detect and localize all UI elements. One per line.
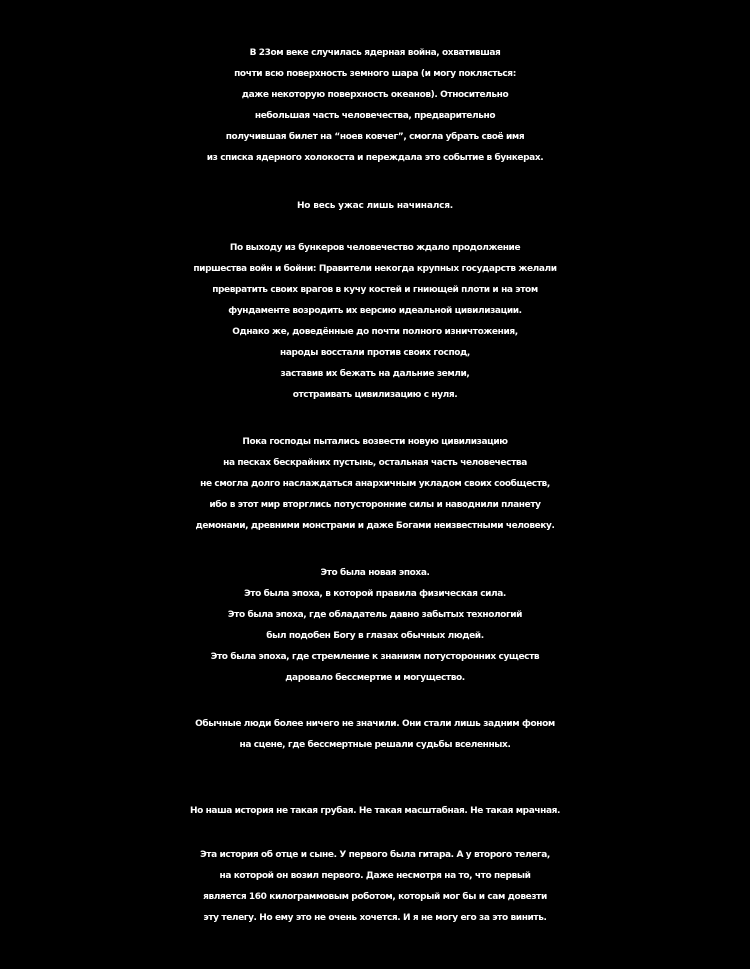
text-line: Но наша история не такая грубая. Не такая масштабная. Не такая мрачная.	[189, 806, 561, 816]
text-line: почти всю поверхность земного шара (и могу поклясться:	[234, 69, 516, 79]
text-line: был подобен Богу в глазах обычных людей.	[266, 631, 484, 641]
text-line: небольшая часть человечества, предварительно	[254, 111, 496, 121]
text-line: является 160 килограммовым роботом, который мог бы и сам довезти	[203, 892, 547, 902]
text-line: В 23ом веке случилась ядерная война, охватившая	[249, 48, 501, 58]
paragraph-nuclear-war	[0, 43, 750, 169]
paragraph-ordinary-people	[0, 714, 750, 756]
text-line: Однако же, доведённые до почти полного изничтожения,	[232, 327, 518, 337]
text-line: Эта история об отце и сыне. У первого была гитара. А у второго телега,	[200, 850, 550, 860]
text-line: Пока господы пытались возвести новую цивилизацию	[242, 437, 508, 447]
text-line: народы восстали против своих господ,	[280, 348, 470, 358]
text-line: Это была эпоха, где обладатель давно забытых технологий	[227, 610, 523, 620]
text-line: Это была эпоха, в которой правила физическая сила.	[244, 589, 506, 599]
text-line: эту телегу. Но ему это не очень хочется. И я не могу его за это винить.	[203, 913, 547, 923]
paragraph-our-story	[0, 801, 750, 822]
text-line: превратить своих врагов в кучу костей и гниющей плоти и на этом	[212, 285, 538, 295]
text-line: на песках бескрайних пустынь, остальная часть человечества	[223, 458, 527, 468]
text-line: Это была эпоха, где стремление к знаниям потусторонних существ	[210, 652, 540, 662]
paragraph-new-era	[0, 563, 750, 689]
text-line: отстраивать цивилизацию с нуля.	[292, 390, 458, 400]
text-line: ибо в этот мир вторглись потусторонние силы и наводнили планету	[209, 500, 541, 510]
text-line: не смогла долго наслаждаться анархичным укладом своих сообществ,	[200, 479, 550, 489]
text-line: пиршества войн и бойни: Правители некогда крупных государств желали	[193, 264, 557, 274]
text-line: на сцене, где бессмертные решали судьбы вселенных.	[239, 740, 511, 750]
text-line: получившая билет на “ноев ковчег”, смогла убрать своё имя	[225, 132, 525, 142]
text-line: По выходу из бункеров человечество ждало продолжение	[229, 243, 521, 253]
text-line: Обычные люди более ничего не значили. Они стали лишь задним фоном	[195, 719, 555, 729]
paragraph-otherworldly-invasion	[0, 432, 750, 537]
text-line: фундаменте возродить их версию идеальной цивилизации.	[228, 306, 522, 316]
paragraph-after-bunkers	[0, 238, 750, 406]
text-line: Это была новая эпоха.	[320, 568, 430, 578]
paragraph-father-and-son	[0, 845, 750, 929]
text-line: заставив их бежать на дальние земли,	[280, 369, 470, 379]
paragraph-horror-begins	[0, 196, 750, 217]
text-line: даровало бессмертие и могущество.	[285, 673, 465, 683]
text-line: из списка ядерного холокоста и переждала это событие в бункерах.	[206, 153, 544, 163]
text-line: на которой он возил первого. Даже несмотря на то, что первый	[219, 871, 531, 881]
text-line: даже некоторую поверхность океанов). Относительно	[241, 90, 509, 100]
text-line: демонами, древними монстрами и даже Богами неизвестными человеку.	[195, 521, 555, 531]
text-line: Но весь ужас лишь начинался.	[296, 201, 454, 211]
